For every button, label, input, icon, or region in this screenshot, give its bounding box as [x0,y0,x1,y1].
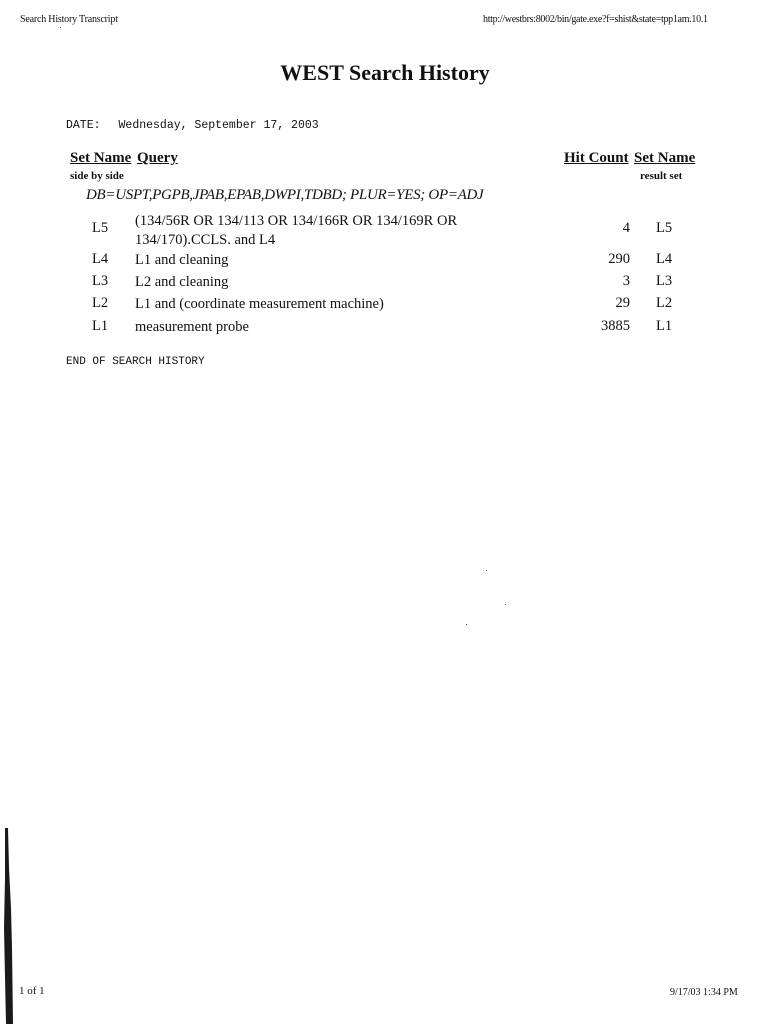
scan-speck [60,27,61,28]
scan-speck [466,624,467,625]
column-header-set-name: Set Name [70,150,132,166]
print-timestamp: 9/17/03 1:34 PM [670,987,738,998]
row-query: (134/56R OR 134/113 OR 134/166R OR 134/169R OR 134/170).CCLS. and L4 [135,213,458,248]
column-subheader-side-by-side: side by side [70,170,124,182]
column-header-result-set-name: Set Name [634,150,696,166]
database-options-line: DB=USPT,PGPB,JPAB,EPAB,DWPI,TDBD; PLUR=YES; OP=ADJ [86,187,484,203]
header-url: http://westbrs:8002/bin/gate.exe?f=shist&state=tpp1am.10.1 [483,14,708,25]
row-result-set: L4 [656,251,673,267]
row-result-set: L5 [656,220,673,236]
page-number: 1 of 1 [19,985,45,997]
row-query: measurement probe [135,319,249,335]
row-hit-count: 4 [622,220,630,236]
row-query: L1 and cleaning [135,252,229,268]
date-label: DATE: [66,119,101,132]
scan-edge-artifact [2,828,14,1024]
scan-speck [486,570,487,571]
row-result-set: L2 [656,295,673,311]
column-subheader-result-set: result set [640,170,683,182]
header-left-title: Search History Transcript [20,14,118,25]
date-row [66,119,319,132]
row-hit-count: 3885 [601,318,630,334]
row-result-set: L3 [656,273,673,289]
page-title: WEST Search History [280,60,490,85]
row-hit-count: 3 [622,273,630,289]
row-hit-count: 290 [608,251,630,267]
row-result-set: L1 [656,318,673,334]
column-header-hit-count: Hit Count [564,150,629,166]
column-header-query: Query [137,150,178,166]
row-set-name: L1 [92,318,109,334]
row-query: L1 and (coordinate measurement machine) [135,296,384,312]
row-set-name: L2 [92,295,109,311]
scan-speck [505,604,506,605]
row-hit-count: 29 [615,295,630,311]
row-query: L2 and cleaning [135,274,229,290]
date-value: Wednesday, September 17, 2003 [118,119,319,132]
row-set-name: L3 [92,273,109,289]
end-of-history-text: END OF SEARCH HISTORY [66,356,205,368]
row-set-name: L4 [92,251,109,267]
row-set-name: L5 [92,220,109,236]
